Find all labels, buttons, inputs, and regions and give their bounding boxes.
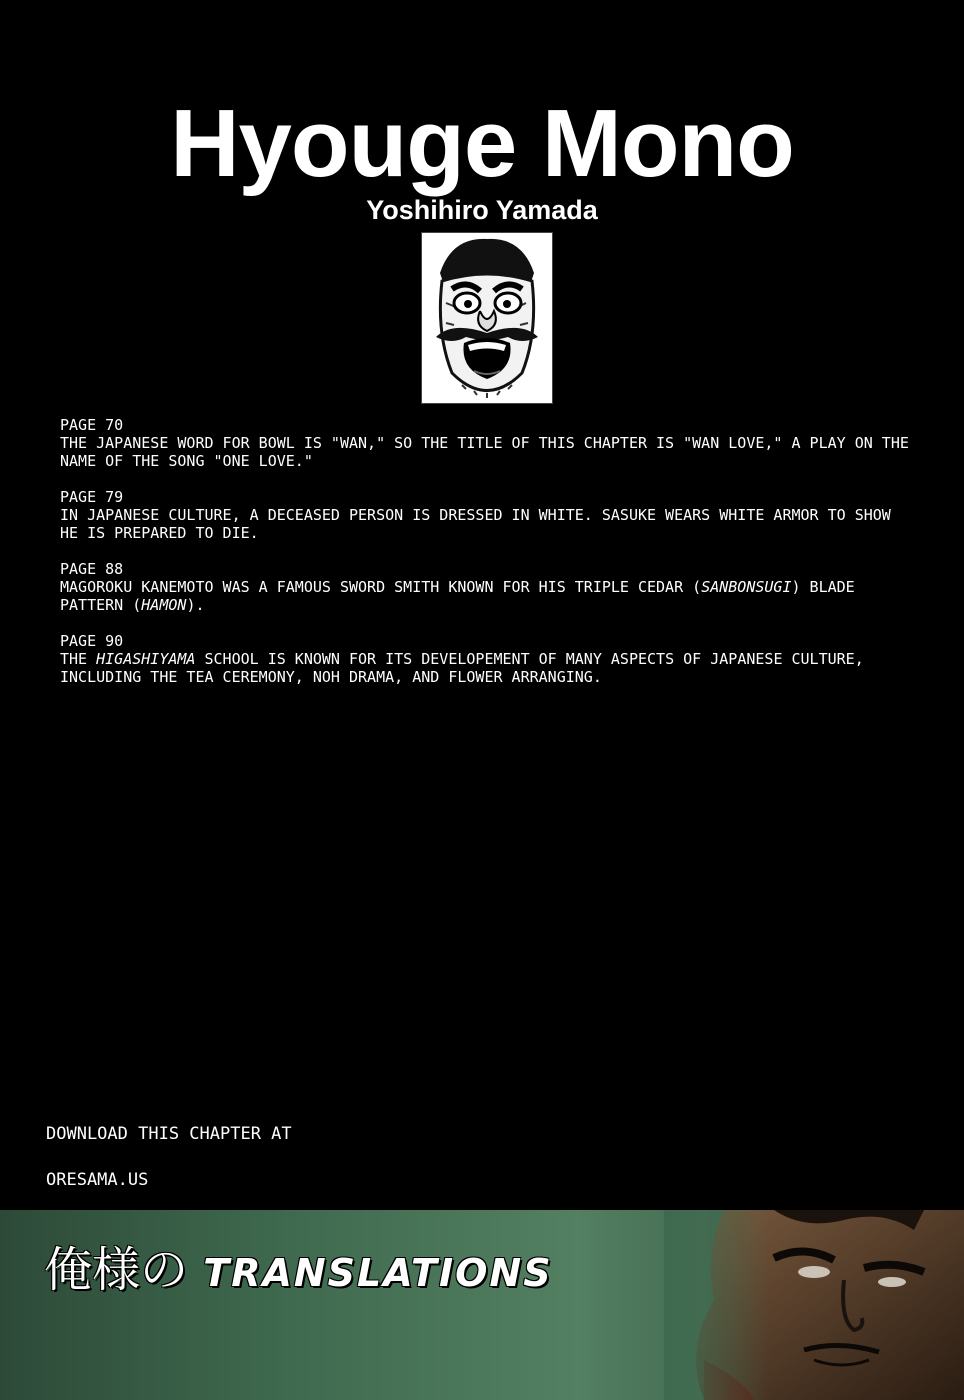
logo-latin: TRANSLATIONS (203, 1251, 553, 1295)
note-text-part: ). (186, 596, 205, 614)
note-emphasis: HAMON (141, 596, 187, 614)
note-text-part: THE (60, 650, 97, 668)
download-site: ORESAMA.US (46, 1170, 149, 1190)
note-page-90 (60, 632, 910, 686)
shouting-face-illustration (422, 233, 552, 403)
note-text: IN JAPANESE CULTURE, A DECEASED PERSON IS DRESSED IN WHITE. SASUKE WEARS WHITE ARMOR TO SHOW HE IS PREPARED TO DIE. (60, 506, 891, 542)
note-page-number: PAGE 70 (60, 416, 124, 434)
logo-kanji: 俺様の (44, 1242, 189, 1298)
note-emphasis: HIGASHIYAMA (96, 650, 196, 668)
note-emphasis: SANBONSUGI (701, 578, 792, 596)
note-page-number: PAGE 88 (60, 560, 124, 578)
note-page-88 (60, 560, 910, 614)
banner-character-art (664, 1210, 964, 1400)
character-portrait (421, 232, 553, 404)
note-page-70 (60, 416, 910, 470)
chapter-title: Hyouge Mono (170, 90, 794, 197)
translation-notes (60, 416, 910, 704)
note-page-number: PAGE 90 (60, 632, 124, 650)
note-text-part: SCHOOL IS KNOWN FOR ITS DEVELOPEMENT OF MANY ASPECTS OF JAPANESE CULTURE, INCLUDING THE TEA CEREMONY, NOH DRAMA, AND FLOWER ARRANGING. (60, 650, 864, 686)
character-face-illustration (664, 1210, 964, 1400)
scanlation-logo (44, 1240, 553, 1303)
author-name: Yoshihiro Yamada (366, 195, 598, 225)
scanlation-banner (0, 1210, 964, 1400)
note-text-part: ) BLADE PATTERN ( (60, 578, 855, 614)
note-text-part: MAGOROKU KANEMOTO WAS A FAMOUS SWORD SMITH KNOWN FOR HIS TRIPLE CEDAR ( (60, 578, 702, 596)
note-page-79 (60, 488, 910, 542)
note-text (60, 578, 910, 614)
note-text (60, 650, 910, 686)
note-page-number: PAGE 79 (60, 488, 124, 506)
download-label: DOWNLOAD THIS CHAPTER AT (46, 1124, 292, 1144)
note-text: THE JAPANESE WORD FOR BOWL IS "WAN," SO THE TITLE OF THIS CHAPTER IS "WAN LOVE," A PLAY ON THE NAME OF THE SONG "ONE LOVE." (60, 434, 909, 470)
